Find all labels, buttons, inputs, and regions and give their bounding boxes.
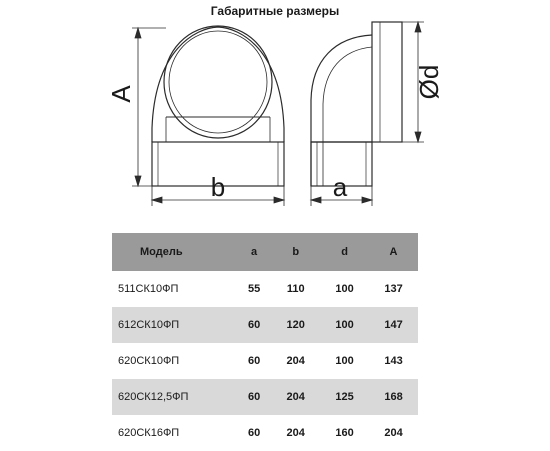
cell-d: 125 (320, 379, 369, 415)
cell-model: 511СК10ФП (118, 283, 179, 295)
dimension-label-b: b (210, 172, 226, 202)
table-row (112, 415, 418, 451)
dimension-label-d: Ød (414, 64, 444, 100)
dimension-label-a: a (332, 172, 348, 202)
cell-d: 100 (335, 355, 354, 367)
table-row (112, 271, 418, 307)
dimensions-table (112, 233, 418, 451)
header-b: b (271, 233, 320, 271)
page-title: Габаритные размеры (210, 4, 340, 18)
cell-model: 620СК10ФП (118, 355, 180, 367)
cell-A: 143 (384, 355, 403, 367)
front-view-body (152, 27, 284, 142)
dimension-label-A: A (106, 85, 136, 103)
table-row (112, 307, 418, 343)
cell-b: 204 (286, 355, 305, 367)
cell-d: 160 (335, 427, 354, 439)
cell-A: 137 (384, 283, 403, 295)
cell-A: 204 (384, 427, 403, 439)
header-model: Модель (112, 233, 237, 271)
cell-d: 100 (320, 307, 369, 343)
cell-a: 60 (237, 307, 271, 343)
cell-A: 147 (369, 307, 418, 343)
table-header-row (112, 233, 418, 271)
cell-model: 612СК10ФП (112, 307, 237, 343)
cell-b: 120 (271, 307, 320, 343)
side-view-body (311, 35, 372, 186)
cell-d: 100 (335, 283, 354, 295)
cell-model: 620СК16ФП (118, 427, 180, 439)
cell-A: 168 (369, 379, 418, 415)
front-view-round-collar (164, 26, 272, 138)
table-row (112, 343, 418, 379)
cell-b: 110 (286, 283, 305, 295)
header-A: A (369, 233, 418, 271)
cell-b: 204 (271, 379, 320, 415)
cell-a: 60 (237, 379, 271, 415)
cell-a: 60 (247, 355, 261, 367)
cell-b: 204 (286, 427, 305, 439)
header-a: a (237, 233, 271, 271)
cell-model: 620СК12,5ФП (112, 379, 237, 415)
cell-a: 60 (247, 427, 261, 439)
header-d: d (320, 233, 369, 271)
table-row (112, 379, 418, 415)
side-view-round-collar (372, 22, 402, 142)
cell-a: 55 (247, 283, 261, 295)
